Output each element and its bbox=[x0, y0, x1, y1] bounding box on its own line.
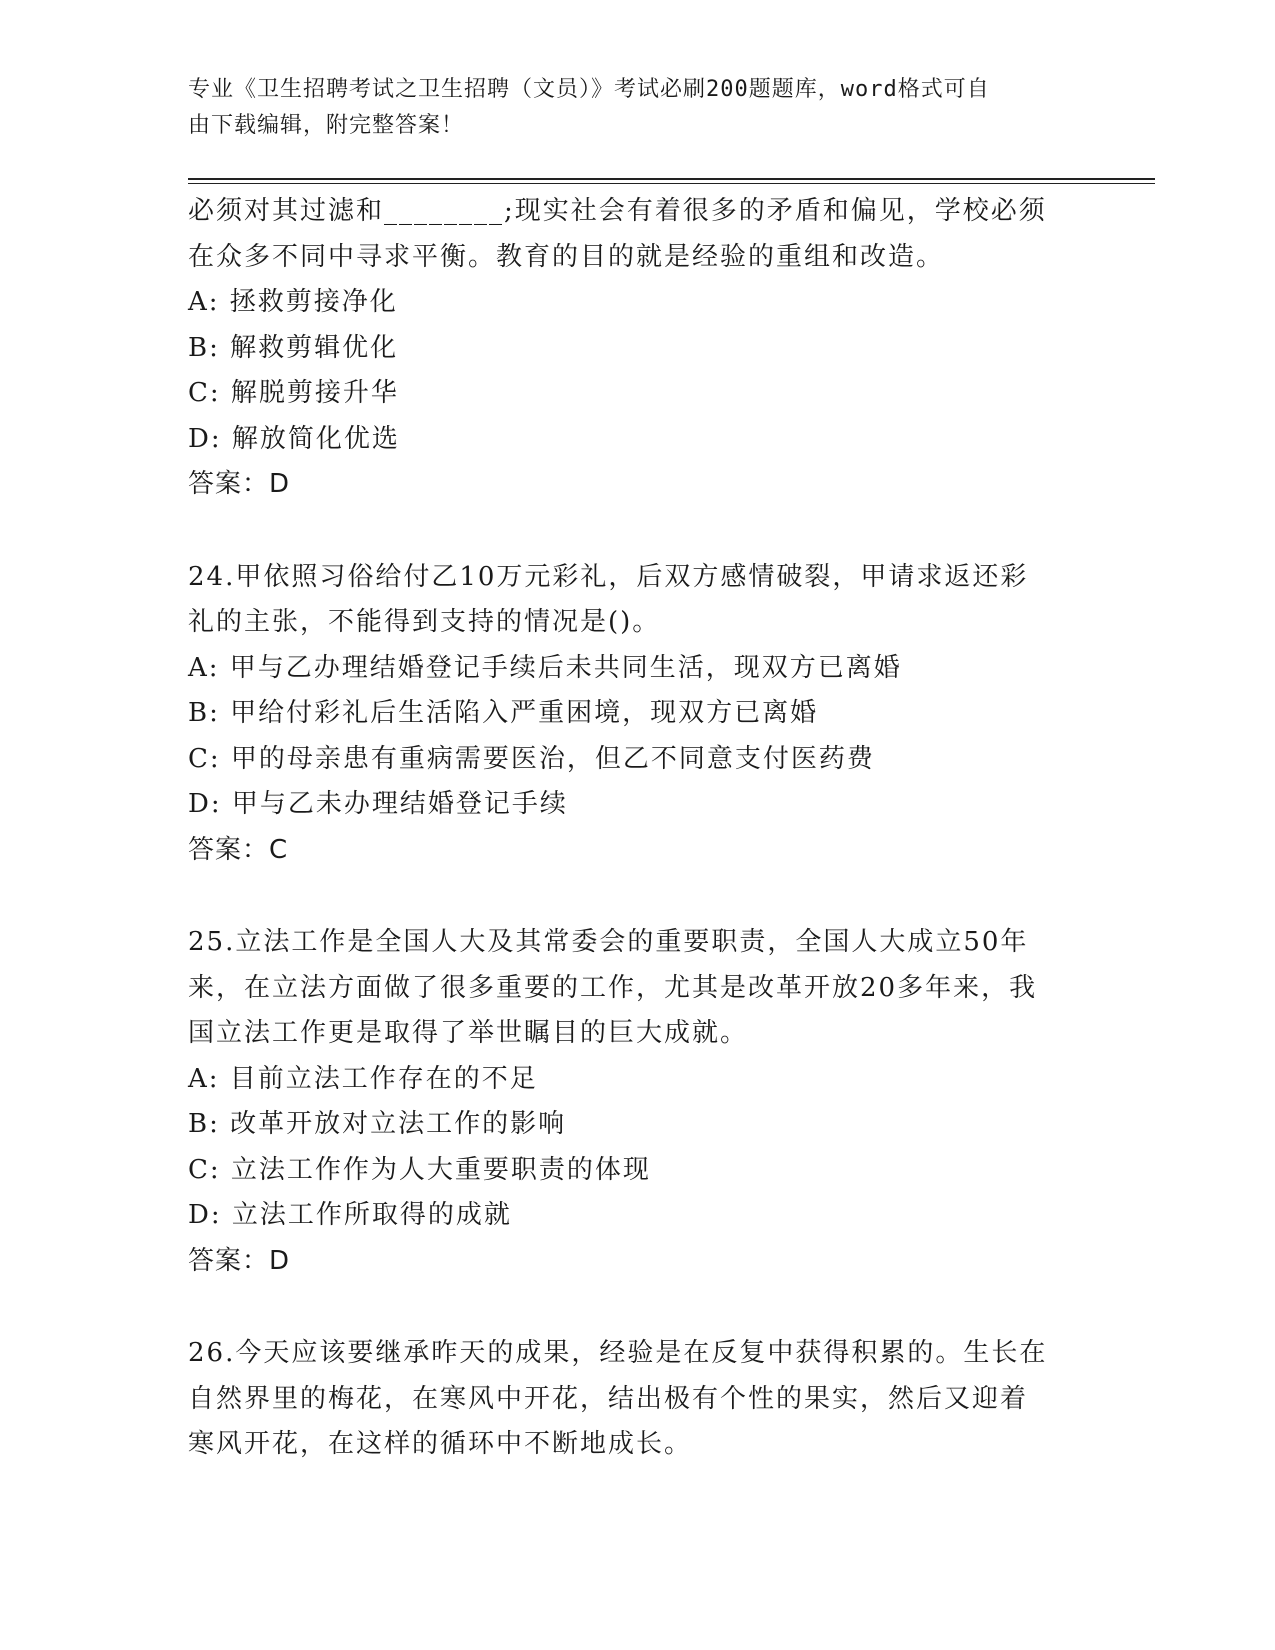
option-b: B: 改革开放对立法工作的影响 bbox=[188, 1109, 567, 1139]
question-spacer bbox=[188, 1284, 1088, 1331]
header-line-2: 由下载编辑，附完整答案！ bbox=[188, 113, 465, 138]
option-b: B: 解救剪辑优化 bbox=[188, 332, 399, 363]
header-divider-thin bbox=[188, 183, 1155, 184]
option-a: A: 拯救剪接净化 bbox=[188, 287, 398, 317]
option-d: D: 立法工作所取得的成就 bbox=[188, 1200, 512, 1230]
question-stem-line: 在众多不同中寻求平衡。教育的目的就是经验的重组和改造。 bbox=[188, 241, 945, 272]
option-a: A: 甲与乙办理结婚登记手续后未共同生活，现双方已离婚 bbox=[188, 652, 902, 683]
option-c: C: 立法工作作为人大重要职责的体现 bbox=[188, 1154, 651, 1185]
question-26 bbox=[188, 1331, 1088, 1468]
question-23 bbox=[188, 189, 1088, 508]
option-d: D: 甲与乙未办理结婚登记手续 bbox=[188, 789, 568, 819]
question-stem-line: 25.立法工作是全国人大及其常委会的重要职责，全国人大成立50年 bbox=[188, 927, 1029, 957]
document-header bbox=[188, 72, 1068, 144]
question-stem-line: 国立法工作更是取得了举世瞩目的巨大成就。 bbox=[188, 1018, 749, 1048]
header-line-1: 专业《卫生招聘考试之卫生招聘（文员）》考试必刷200题题库，word格式可自 bbox=[188, 77, 990, 102]
option-b: B: 甲给付彩礼后生活陷入严重困境，现双方已离婚 bbox=[188, 698, 819, 728]
question-list bbox=[188, 189, 1088, 1468]
option-c: C: 解脱剪接升华 bbox=[188, 378, 399, 408]
question-stem-line: 必须对其过滤和________;现实社会有着很多的矛盾和偏见，学校必须 bbox=[188, 196, 1047, 226]
question-spacer bbox=[188, 873, 1088, 920]
question-stem-line: 自然界里的梅花，在寒风中开花，结出极有个性的果实，然后又迎着 bbox=[188, 1383, 1029, 1414]
answer-line: 答案：D bbox=[188, 469, 291, 499]
option-a: A: 目前立法工作存在的不足 bbox=[188, 1063, 538, 1094]
question-stem-line: 礼的主张，不能得到支持的情况是()。 bbox=[188, 607, 661, 637]
question-24 bbox=[188, 555, 1088, 874]
option-c: C: 甲的母亲患有重病需要医治，但乙不同意支付医药费 bbox=[188, 743, 875, 774]
answer-line: 答案：D bbox=[188, 1245, 291, 1276]
question-stem-line: 寒风开花，在这样的循环中不断地成长。 bbox=[188, 1429, 693, 1459]
option-d: D: 解放简化优选 bbox=[188, 423, 400, 454]
question-25 bbox=[188, 920, 1088, 1284]
question-stem-line: 26.今天应该要继承昨天的成果，经验是在反复中获得积累的。生长在 bbox=[188, 1338, 1048, 1368]
question-stem-line: 24.甲依照习俗给付乙10万元彩礼，后双方感情破裂，甲请求返还彩 bbox=[188, 561, 1029, 592]
answer-line: 答案：C bbox=[188, 834, 289, 865]
question-spacer bbox=[188, 508, 1088, 555]
header-divider-thick bbox=[188, 178, 1155, 180]
question-stem-line: 来，在立法方面做了很多重要的工作，尤其是改革开放20多年来，我 bbox=[188, 972, 1038, 1003]
